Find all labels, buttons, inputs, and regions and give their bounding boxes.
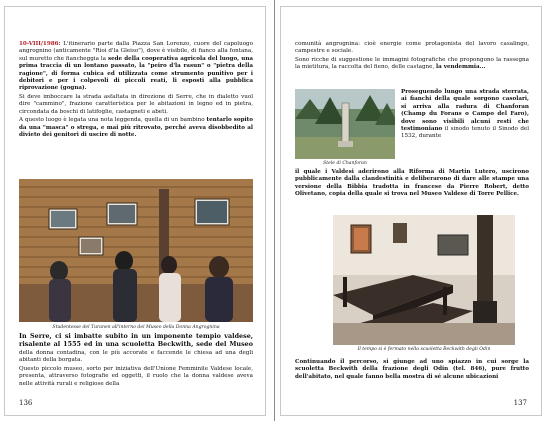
right-paragraph-4: il quale i Valdesi aderirono alla Riforma di Martin Lutero, uscirono pubblicamente dalla clandestinità e deliberarono di dare alle stampe una versione della Bibbia tradotta in francese da Pierre Robert, detto Olivetano, copia della quale si trova nel Museo Valdese di Torre Pellice. (295, 169, 529, 198)
left-page-number: 136 (19, 399, 33, 407)
monument-photo (295, 89, 395, 159)
left-text-bottom (19, 333, 253, 389)
right-paragraph-1: comunità angrognina: cioè energie come protagonista del lavoro casalingo, campestre e sociale. (295, 41, 529, 55)
museum-photo (19, 179, 253, 322)
right-text-middle (295, 169, 529, 200)
classroom-photo (333, 215, 515, 345)
left-paragraph-1: 10-VIII/1986: L'itinerario parte dalla Piazza San Lorenzo, cuore del capoluogo angrognino (anticamente "Rioi d'la Gleiso"), dove è visibile, di fianco alla fontana, sul muretto che fiancheggia la sede della cooperativa agricola del luogo, una prima traccia di un lontano passato, la "peiro d'la rasun" o "pietra della ragione", di forma cubica ed utilizzata come strumento punitivo per i debitori e per i colpevoli di piccoli reati, li esposti alla pubblica riprovazione (gogna). (19, 41, 254, 92)
right-text-top (295, 41, 529, 73)
right-page-number: 137 (513, 399, 527, 407)
right-paragraph-5: Continuando il percorso, si giunge ad uno spiazzo in cui sorge la scuoletta Beckwith della frazione degli Odin (tel. 846), pure frutto dell'abitato, nel quale fanno bella mostra di sé alcune ubicazioni (295, 359, 529, 380)
museum-photo-caption: Studentesse del Turanen all'interno del Museo della Donna Angrognina (52, 325, 220, 330)
right-text-beside-photo (401, 89, 529, 142)
left-paragraph-2: Si deve imboccare la strada asfaltata in direzione di Serre, che in dialetto vuol dire "cammino", frazione caratteristica per le abitazioni in legno ed in pietra, circondata da boschi di latifoglie, castagneti e abeti. (19, 94, 253, 115)
left-page (4, 6, 266, 416)
right-paragraph-3: Proseguendo lungo una strada sterrata, ai fianchi della quale sorgono casolari, si arriva alla radura di Chanforan (Champ du Forans o Campo del Faro), dove sono visibili alcuni resti che testimoniano il sinodo tenuto il Sinodo del 1532, durante (401, 89, 529, 140)
page-gutter (274, 0, 275, 421)
left-paragraph-4: In Serre, ci si imbatte subito in un imponente tempio valdese, risalente al 1555 ed in una scuoletta Beckwith, sede del Museo della donna contadina, con le più accorate e faccende le chiesa ad una degli abitanti della borgata. (19, 332, 253, 364)
date-highlight: 10-VIII/1986: (19, 41, 61, 47)
left-text-top (19, 41, 253, 141)
right-paragraph-2: Sono ricche di suggestione le immagini fotografiche che propongono la rassegna la mietitura, la raccolta del fieno, delle castagne, la vendemmia... (295, 57, 529, 71)
monument-caption: Stele di Chanforan (323, 161, 367, 166)
right-page (280, 6, 542, 416)
left-paragraph-5: Questo piccolo museo, sorto per iniziativa dell'Unione Femminile Valdese locale, presenta, attraverso fotografie ed oggetti, il ruolo che la donna valdese aveva nelle attività rurali e religiose della (19, 365, 253, 387)
left-paragraph-3: A questo luogo è legata una nota leggenda, quella di un bambino tentarlo sopito da una "masca" o strega, e mai più ritrovato, perché aveva disobbedito al divieto dei genitori di uscire di notte. (19, 117, 254, 139)
right-text-bottom (295, 359, 529, 382)
classroom-caption: Il tempo si è fermato nella scuoletta Beckwith degli Odin (357, 347, 491, 352)
